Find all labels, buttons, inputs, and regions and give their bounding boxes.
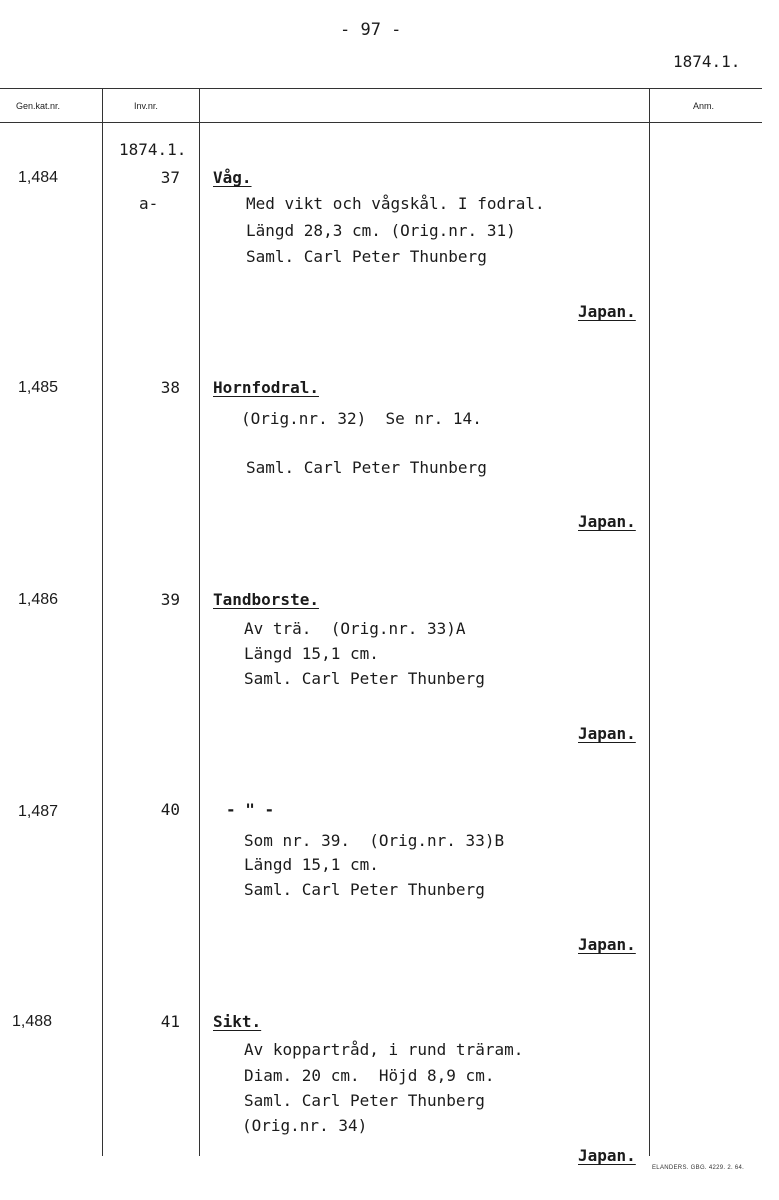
entry-line: Av trä. (Orig.nr. 33)A (244, 619, 466, 638)
printer-footer: ELANDERS. GBG. 4229. 2. 64. (652, 1165, 745, 1171)
column-divider-2 (199, 88, 200, 1156)
page-number: - 97 - (340, 20, 402, 40)
entry-line: Som nr. 39. (Orig.nr. 33)B (244, 831, 505, 850)
header-top-rule (0, 88, 762, 89)
entry-origin: Japan. (578, 1146, 636, 1165)
entry-line: Längd 28,3 cm. (Orig.nr. 31) (246, 221, 516, 240)
gen-kat-nr: 1,485 (18, 379, 59, 396)
entry-line: Saml. Carl Peter Thunberg (244, 1091, 485, 1110)
entry-line: Saml. Carl Peter Thunberg (244, 669, 485, 688)
entry-line: Längd 15,1 cm. (244, 855, 379, 874)
column-header-gen-kat-nr: Gen.kat.nr. (16, 101, 61, 111)
gen-kat-nr: 1,484 (18, 169, 59, 186)
entry-line: Med vikt och vågskål. I fodral. (246, 194, 545, 213)
gen-kat-nr: 1,486 (18, 591, 59, 608)
inv-nr: 39 (160, 590, 180, 609)
entry-origin: Japan. (578, 935, 636, 954)
entry-line: Längd 15,1 cm. (244, 644, 379, 663)
entry-line: (Orig.nr. 32) Se nr. 14. (241, 409, 482, 428)
entry-origin: Japan. (578, 512, 636, 531)
accession-header: 1874.1. (673, 52, 741, 71)
entry-line: Av koppartråd, i rund träram. (244, 1040, 524, 1059)
entry-title: Våg. (213, 168, 252, 187)
accession-row: 1874.1. (119, 140, 187, 159)
entry-title: Sikt. (213, 1012, 262, 1031)
entry-line: Saml. Carl Peter Thunberg (246, 247, 487, 266)
gen-kat-nr: 1,488 (12, 1013, 53, 1030)
gen-kat-nr: 1,487 (18, 803, 59, 820)
entry-line: Diam. 20 cm. Höjd 8,9 cm. (244, 1066, 495, 1085)
inv-nr: 37 (160, 168, 180, 187)
entry-title: Tandborste. (213, 590, 319, 609)
entry-title: Hornfodral. (213, 378, 319, 397)
entry-origin: Japan. (578, 724, 636, 743)
column-divider-1 (102, 88, 103, 1156)
inv-nr: 38 (160, 378, 180, 397)
entry-title: - " - (226, 800, 275, 819)
column-header-inv-nr: Inv.nr. (134, 101, 158, 111)
inv-nr: 40 (160, 800, 180, 819)
entry-origin: Japan. (578, 302, 636, 321)
entry-line: (Orig.nr. 34) (242, 1116, 368, 1135)
header-bottom-rule (0, 122, 762, 123)
column-header-anm: Anm. (693, 101, 715, 111)
inv-suffix: a- (139, 194, 159, 213)
inv-nr: 41 (160, 1012, 180, 1031)
column-divider-3 (649, 88, 650, 1156)
entry-line: Saml. Carl Peter Thunberg (246, 458, 487, 477)
entry-line: Saml. Carl Peter Thunberg (244, 880, 485, 899)
